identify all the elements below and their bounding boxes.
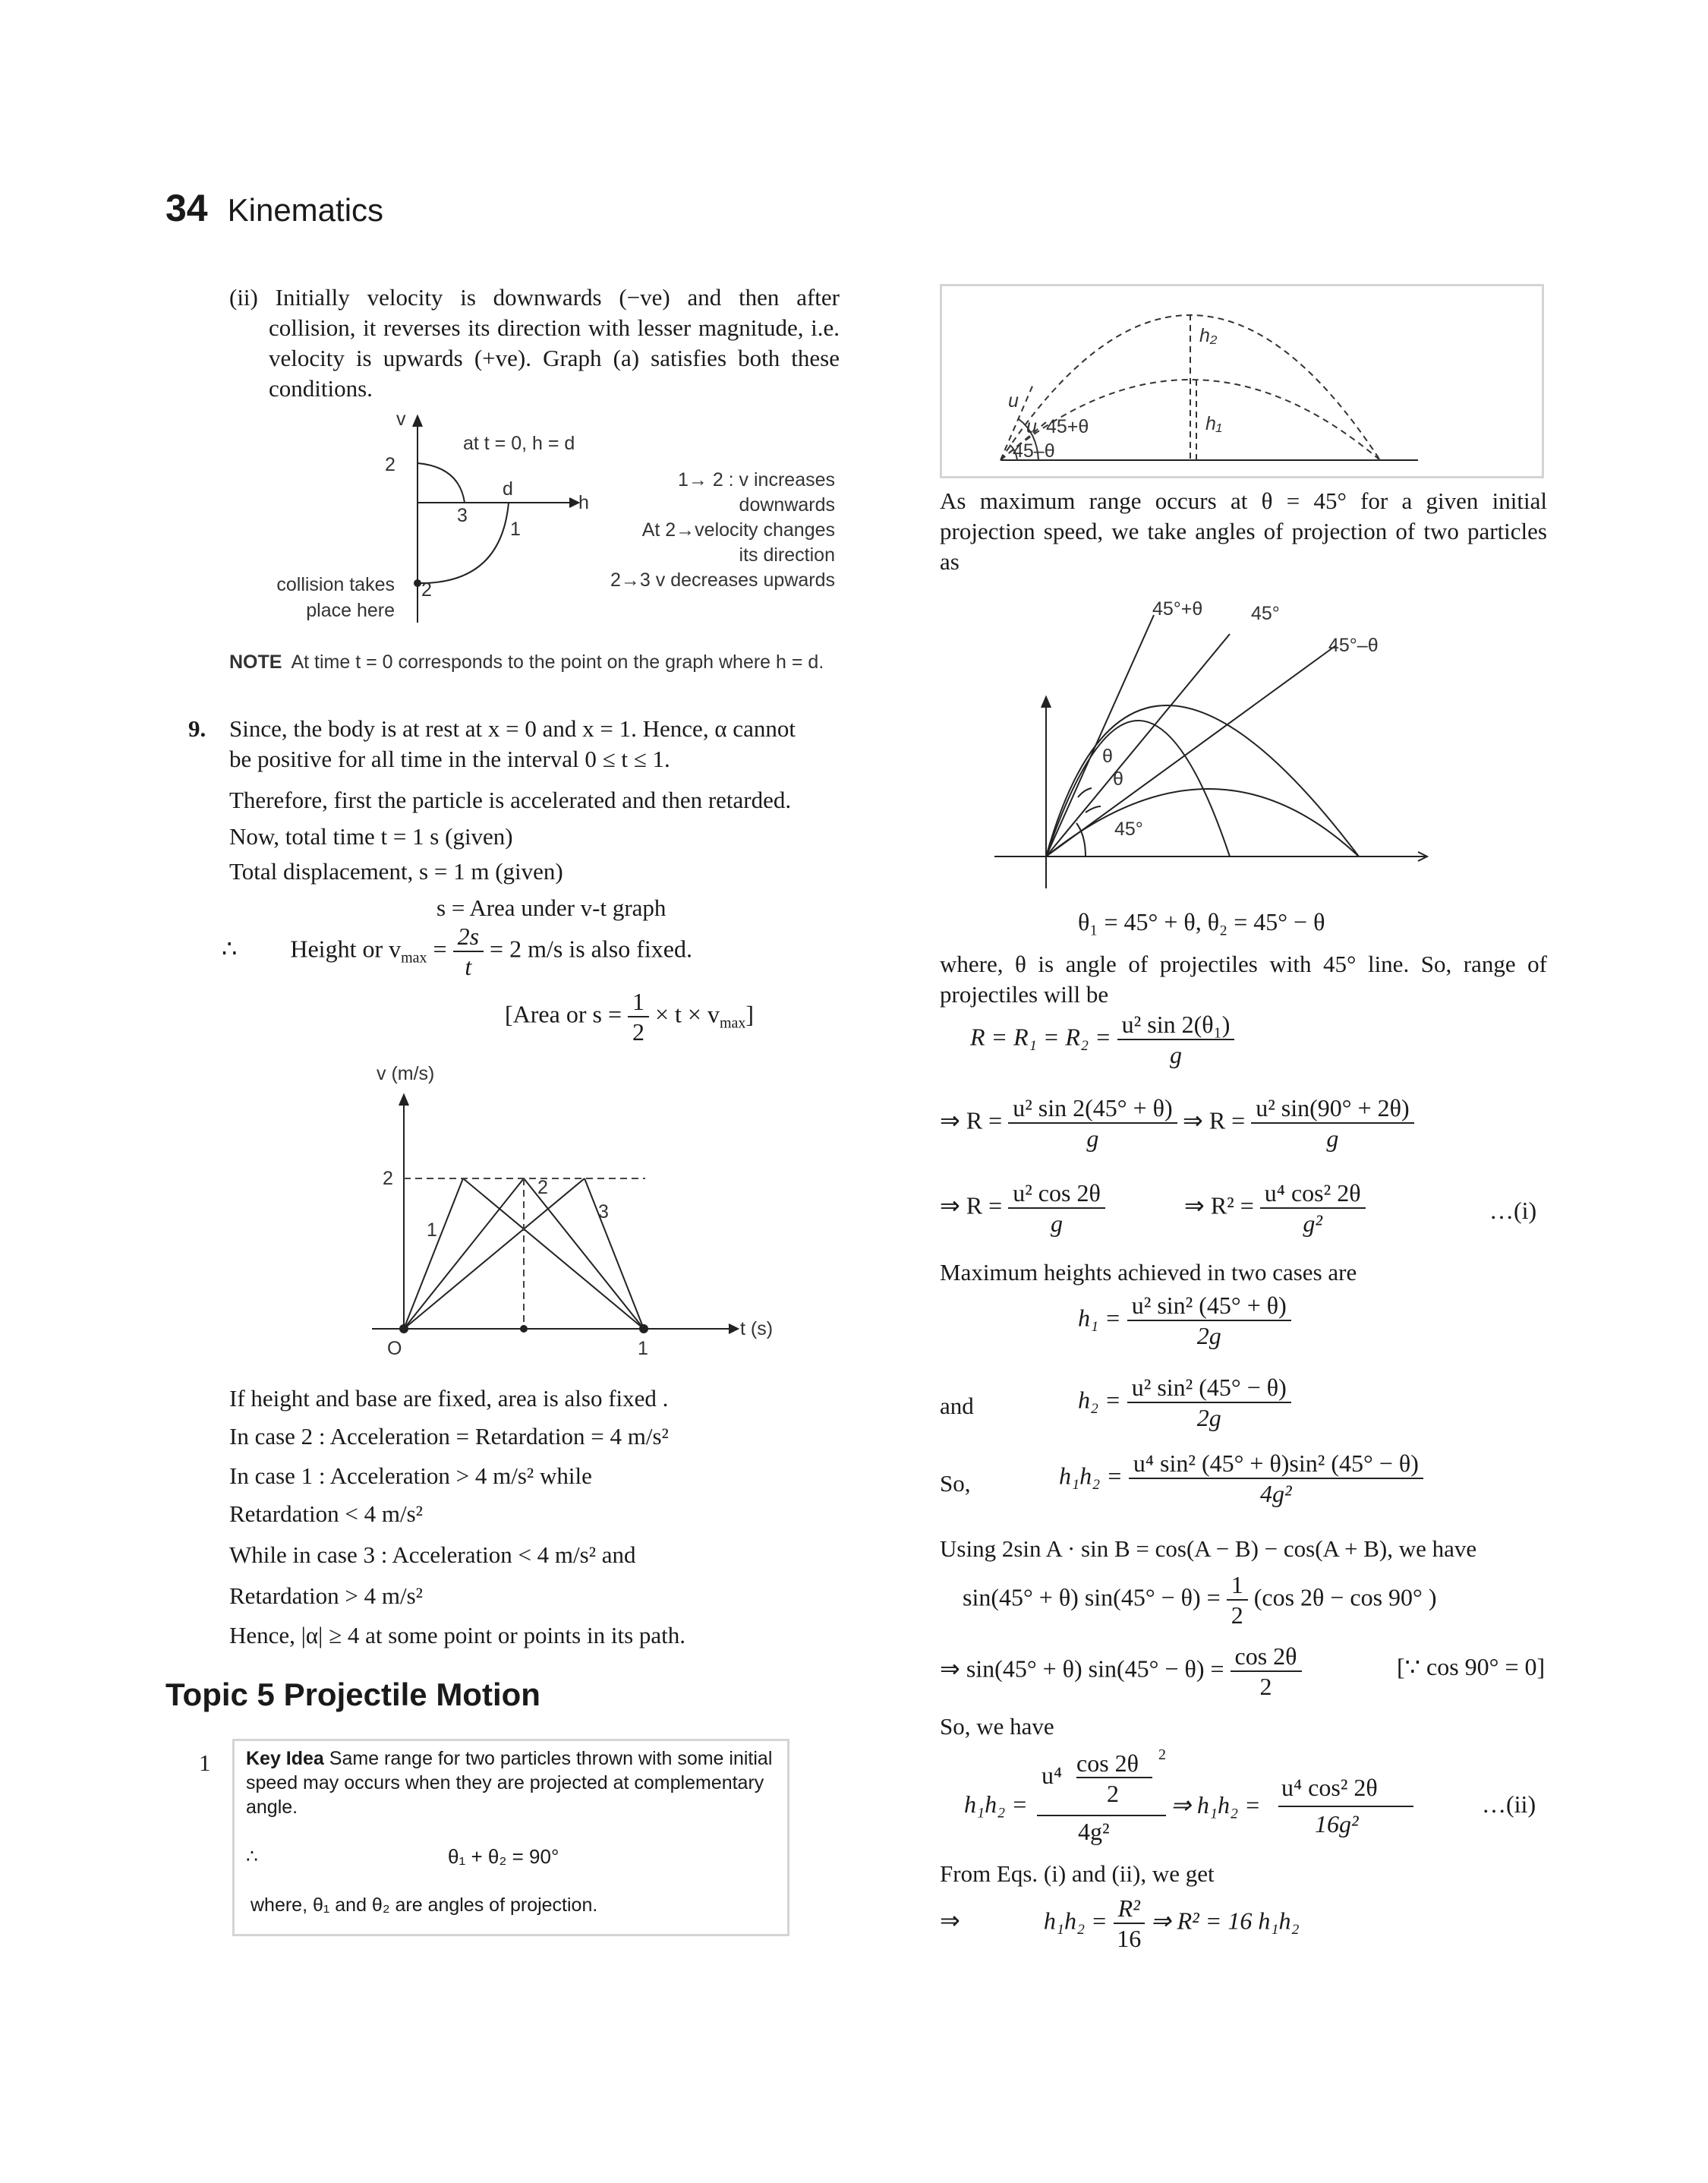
so-label: So, (940, 1470, 971, 1497)
topic-heading: Topic 5 Projectile Motion (165, 1677, 540, 1712)
q9-area-equation: [Area or s = $\frac{1}{2}$ × $t \times v_{max}$] (505, 988, 755, 1046)
fig2-line2: 2 (537, 1177, 548, 1198)
fig1-d: d (503, 478, 513, 500)
fig1-label-1: 1 (510, 519, 521, 540)
fig3-angle-minus: 45–θ (1013, 440, 1055, 462)
note-text: At time t = 0 corresponds to the point on the graph where h = d. (291, 651, 824, 673)
fig1-label-2-bottom: 2 (421, 579, 432, 601)
q9-line4: Now, total time t = 1 s (given) (229, 823, 513, 850)
after-line5: While in case 3 : Acceleration < 4 m/s² and (229, 1541, 636, 1568)
right-para3: Maximum heights achieved in two cases are (940, 1259, 1357, 1286)
note-block (229, 650, 837, 675)
fig1-v-axis: v (396, 409, 406, 430)
eq-R2a: ⇒ R = $\frac{\text{u² sin 2(45° + θ)}}{g}$ (940, 1093, 1177, 1153)
key-equation: θ₁ + θ₂ = 90° (448, 1845, 559, 1868)
fig4-angle-45: 45° (1251, 603, 1280, 624)
fig2-line3: 3 (598, 1201, 609, 1222)
figure-two-projectiles (940, 284, 1544, 478)
item-ii-text: (ii) Initially velocity is downwards (−ve) and then after collision, it reverses its direction with lesser magnitude, i.e. velocity is upwards (+ve). Graph (a) satisfies both these conditions. (229, 284, 840, 402)
page-header (165, 186, 383, 230)
after-line3: In case 1 : Acceleration > 4 m/s² while (229, 1462, 592, 1489)
q9-height-equation: ∴ Height or $v_{max}$ = $\frac{2s}{t}$ = 2 m/s is also fixed. (222, 923, 692, 980)
so-we-have: So, we have (940, 1713, 1054, 1740)
fig3-u-top: u (1008, 390, 1019, 412)
figure-vt-graph (357, 1063, 812, 1367)
fig1-h-axis: h (578, 492, 589, 513)
right-para1: As maximum range occurs at θ = 45° for a given initial projection speed, we take angles of projection of two particles as (940, 487, 1547, 575)
q9-line3: Therefore, first the particle is accelerated and then retarded. (229, 787, 792, 813)
q9-line1: Since, the body is at rest at x = 0 and x = 1. Hence, α cannot (229, 715, 796, 742)
fig2-line1: 1 (427, 1219, 437, 1241)
key-idea-text: Key Idea Same range for two particles thrown with some initial speed may occurs when they are projected at complementary angle. (246, 1748, 773, 1818)
fig4-theta-1: θ (1102, 746, 1113, 767)
eq-ii-block: h₁h₂ = u⁴ cos 2θ 2 2 4g² ⇒ h₁h₂ = u⁴ cos² 2θ 16g² …(ii) (964, 1746, 1536, 1845)
figure-velocity-height (228, 410, 850, 638)
eq-h1: h₁ = $\frac{\text{u² sin² (45° + θ)}}{2g}$ (1078, 1291, 1291, 1350)
after-line6: Retardation > 4 m/s² (229, 1582, 423, 1609)
after-line4: Retardation < 4 m/s² (229, 1500, 423, 1527)
key-therefore: ∴ (246, 1846, 258, 1867)
fig3-h2: h₂ (1199, 325, 1218, 346)
fig1-at-t0: at t = 0, h = d (463, 433, 575, 454)
fig4-base-45: 45° (1114, 819, 1143, 840)
fig4-angle-plus: 45°+θ (1152, 598, 1203, 620)
fig2-y-label: v (m/s) (377, 1063, 435, 1084)
right-para4: Using 2sin A · sin B = cos(A − B) − cos(A + B), we have (940, 1535, 1477, 1562)
fig3-angle-plus: 45+θ (1046, 416, 1089, 437)
fig1-note3: At 2→velocity changes (641, 519, 835, 541)
fig4-angle-minus: 45°–θ (1328, 635, 1379, 656)
eq-cos90: [∵ cos 90° = 0] (1397, 1653, 1546, 1680)
eq-sin2: ⇒ sin(45° + θ) sin(45° − θ) = $\frac{\cos 2\theta}{2}$ (940, 1642, 1302, 1701)
chapter-title: Kinematics (227, 192, 384, 228)
fig2-y-tick: 2 (383, 1168, 393, 1189)
fig1-label-3: 3 (457, 505, 468, 526)
fig4-theta-2: θ (1113, 768, 1123, 790)
eq-R2b: ⇒ R = $\frac{\text{u² sin(90° + 2θ)}}{g}$ (1183, 1093, 1414, 1153)
fig3-h1: h₁ (1205, 413, 1222, 434)
fig1-note2: downwards (739, 494, 835, 516)
right-para5: From Eqs. (i) and (ii), we get (940, 1860, 1215, 1887)
eq-R1: R = R₁ = R₂ = $\frac{\text{u² sin 2(θ₁)}}{g}$ (970, 1010, 1234, 1069)
fig1-label-2-top: 2 (385, 454, 395, 475)
key-idea-label: Key Idea (246, 1748, 324, 1769)
after-line7: Hence, |α| ≥ 4 at some point or points in its path. (229, 1622, 686, 1648)
q9-line2: be positive for all time in the interval 0 ≤ t ≤ 1. (229, 746, 670, 772)
page-number: 34 (165, 187, 208, 229)
eq-R3a: ⇒ R = $\frac{\text{u² cos 2θ}}{g}$ (940, 1178, 1105, 1238)
q9-number: 9. (188, 715, 206, 742)
eq-sin: sin(45° + θ) sin(45° − θ) = $\frac{1}{2}$ (cos 2θ − cos 90° ) (963, 1571, 1437, 1629)
after-line2: In case 2 : Acceleration = Retardation = 4 m/s² (229, 1423, 669, 1450)
eq-h1h2: h₁h₂ = $\frac{\text{u⁴ sin² (45° + θ)sin² (45° − θ)}}{\text{4g²}}$ (1059, 1449, 1423, 1508)
fig2-x-tick: 1 (638, 1338, 648, 1359)
eq-R3b: ⇒ R² = $\frac{\text{u⁴ cos² 2θ}}{\text{g²}}$ (1184, 1178, 1366, 1238)
figure-angle-trajectories (979, 600, 1450, 904)
key-where: where, θ₁ and θ₂ are angles of projection. (251, 1894, 598, 1916)
eq-label-i: …(i) (1489, 1197, 1537, 1224)
q9-line5: Total displacement, s = 1 m (given) (229, 858, 563, 885)
fig3-u-low: u (1026, 416, 1037, 437)
eq-final: ⇒ h₁h₂ = $\frac{\text{R²}}{16}$ ⇒ R² = 16 h₁h₂ (940, 1894, 1300, 1952)
fig1-note1: 1→ 2 : v increases (677, 469, 835, 491)
fig2-x-label: t (s) (740, 1318, 774, 1339)
after-line1: If height and base are fixed, area is also fixed . (229, 1385, 669, 1412)
q1-number: 1 (199, 1749, 211, 1776)
fig1-collision-line2: place here (306, 600, 395, 621)
q9-line6: s = Area under v-t graph (436, 894, 666, 921)
fig2-origin: O (387, 1338, 402, 1359)
right-para2: where, θ is angle of projectiles with 45° line. So, range of projectiles will be (940, 951, 1547, 1008)
and-label: and (940, 1393, 974, 1419)
eq-h2: h₂ = $\frac{\text{u² sin² (45° − θ)}}{2g}$ (1078, 1373, 1291, 1432)
fig1-note5: 2→3 v decreases upwards (610, 569, 835, 591)
eq-angles: θ₁ = 45° + θ, θ₂ = 45° − θ (1078, 908, 1325, 935)
fig1-collision-line1: collision takes (276, 574, 395, 595)
note-label: NOTE (229, 651, 282, 673)
fig1-note4: its direction (739, 544, 835, 566)
